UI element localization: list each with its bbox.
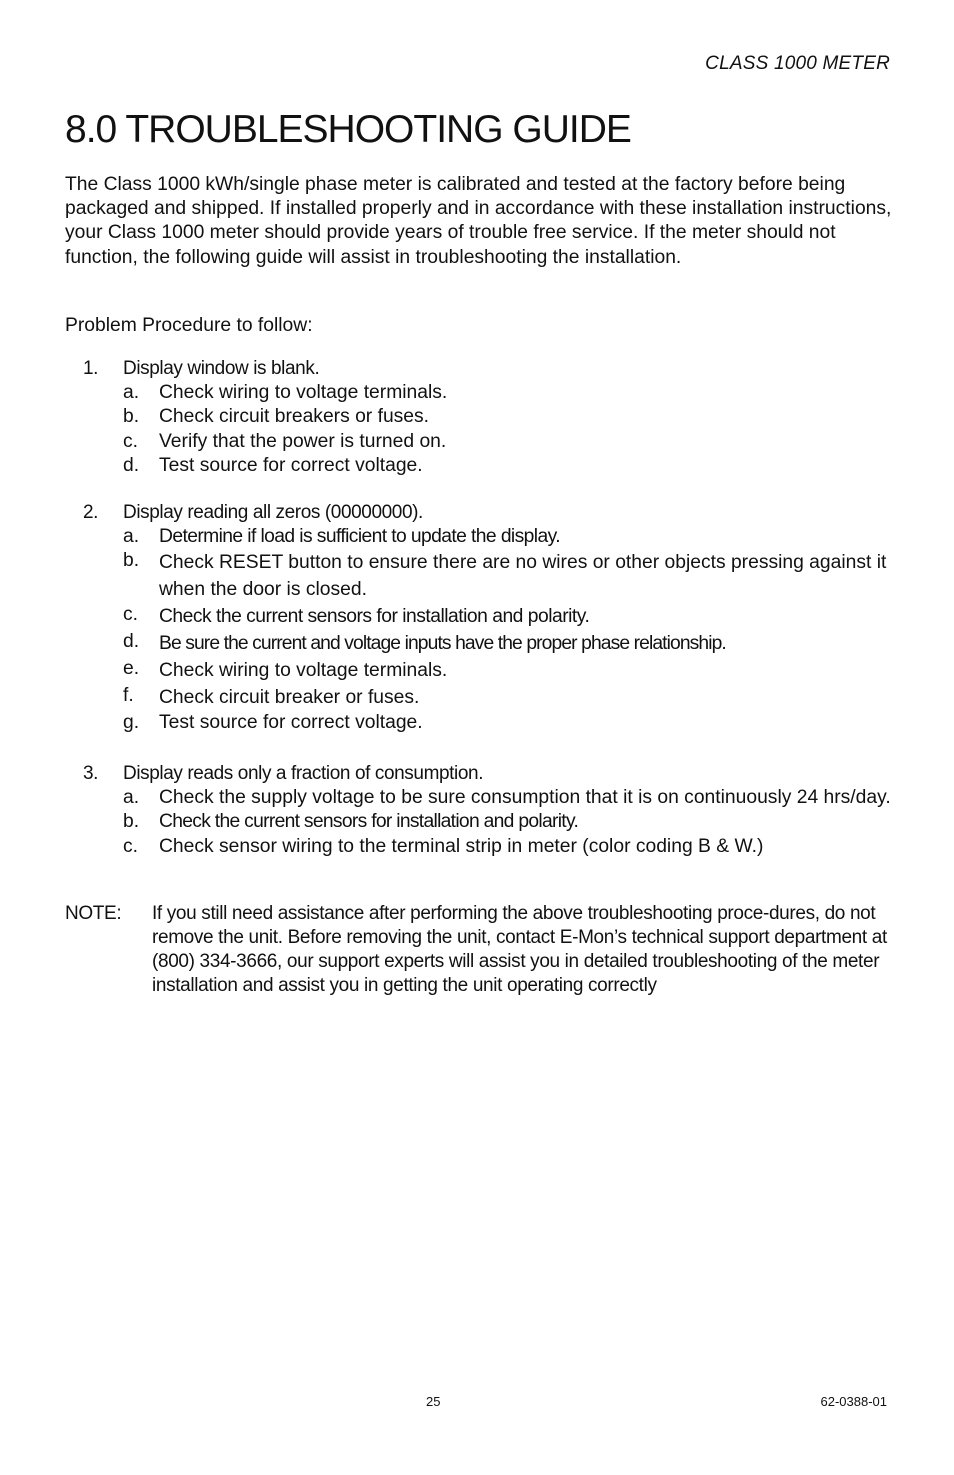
step-text: Test source for correct voltage.: [159, 712, 423, 734]
problem-title: Display reads only a fraction of consumption.: [123, 763, 484, 784]
problem-2: [83, 501, 903, 736]
step-item: [83, 810, 903, 834]
running-header: CLASS 1000 METER: [705, 53, 890, 74]
step-letter: g.: [123, 712, 140, 734]
step-text: Check sensor wiring to the terminal strip in meter (color coding B & W.): [159, 835, 764, 857]
step-text: Check the current sensors for installation and polarity.: [159, 606, 590, 628]
page-number: 25: [426, 1394, 441, 1409]
intro-paragraph: The Class 1000 kWh/single phase meter is calibrated and tested at the factory before being packaged and shipped. If installed properly and in accordance with these installation instructions, your Class 1000 meter should provide years of trouble free service. If the meter should not function, the following guide will assist in troubleshooting the installation.: [65, 174, 892, 268]
step-item: [83, 525, 903, 549]
step-item: [83, 630, 903, 657]
step-list: [83, 786, 903, 859]
problem-title: Display reading all zeros (00000000).: [123, 502, 423, 523]
step-list: [83, 525, 903, 736]
note-text: If you still need assistance after performing the above troubleshooting proce-dures, do not remove the unit. Before removing the unit, contact E-Mon’s technical support department at (800) 334-3666, our support experts will assist you in detailed troubleshooting of the meter installation and assist you in getting the unit operating correctly: [152, 903, 887, 996]
step-letter: f.: [123, 685, 134, 707]
step-text: Check circuit breakers or fuses.: [159, 406, 430, 428]
problem-title: Display window is blank.: [123, 358, 320, 379]
step-letter: e.: [123, 658, 140, 680]
step-letter: c.: [123, 430, 138, 452]
document-number: 62-0388-01: [820, 1394, 887, 1409]
step-item: [83, 381, 903, 405]
problem-heading: [83, 762, 903, 786]
step-item: [83, 405, 903, 429]
note-block: [65, 902, 895, 998]
page-title: 8.0 TROUBLESHOOTING GUIDE: [65, 108, 631, 151]
step-letter: b.: [123, 406, 140, 428]
step-text: Check RESET button to ensure there are no wires or other objects pressing against it when the door is closed.: [159, 552, 887, 601]
step-item: [83, 603, 903, 630]
step-letter: c.: [123, 835, 138, 857]
step-letter: a.: [123, 526, 140, 547]
note-label: NOTE:: [65, 903, 122, 924]
step-letter: b.: [123, 550, 140, 572]
step-text: Be sure the current and voltage inputs have the proper phase relationship.: [159, 633, 726, 655]
step-text: Check the supply voltage to be sure consumption that it is on continuously 24 hrs/day.: [159, 787, 891, 808]
step-text: Check wiring to voltage terminals.: [159, 382, 448, 403]
step-letter: b.: [123, 811, 140, 833]
step-letter: d.: [123, 631, 140, 653]
step-item: [83, 711, 903, 735]
step-text: Check circuit breaker or fuses.: [159, 687, 420, 709]
step-item: [83, 684, 903, 711]
step-letter: c.: [123, 604, 138, 626]
step-text: Verify that the power is turned on.: [159, 430, 447, 452]
problem-number: 2.: [83, 502, 99, 523]
problem-1: [83, 357, 903, 478]
problem-heading: [83, 501, 903, 525]
problem-number: 1.: [83, 358, 99, 379]
step-text: Check the current sensors for installation and polarity.: [159, 811, 579, 833]
problem-number: 3.: [83, 763, 99, 784]
step-item: [83, 430, 903, 454]
procedure-label: Problem Procedure to follow:: [65, 315, 313, 336]
problem-heading: [83, 357, 903, 381]
step-letter: d.: [123, 454, 140, 476]
step-text: Determine if load is sufficient to update the display.: [159, 526, 560, 547]
step-text: Test source for correct voltage.: [159, 454, 423, 476]
step-letter: a.: [123, 787, 140, 808]
step-item: [83, 549, 903, 603]
step-item: [83, 786, 903, 810]
step-text: Check wiring to voltage terminals.: [159, 660, 448, 682]
step-item: [83, 657, 903, 684]
step-list: [83, 381, 903, 478]
step-letter: a.: [123, 382, 140, 403]
problem-3: [83, 762, 903, 859]
step-item: [83, 454, 903, 478]
step-item: [83, 835, 903, 859]
